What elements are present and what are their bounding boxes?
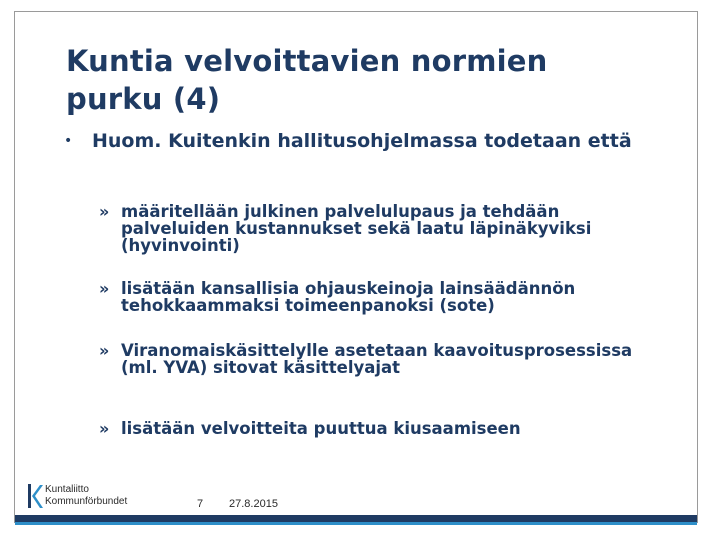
logo-k-icon [25,482,43,510]
slide-title: Kuntia velvoittavien normien purku (4) [66,44,548,116]
sub-bullet-marker: » [99,279,110,298]
sub-item-text: Viranomaiskäsittelylle asetetaan kaavoitusprosessissa (ml. YVA) sitovat käsittelyajat [121,341,633,377]
slide [14,11,698,523]
kuntaliitto-logo [25,482,195,512]
sub-bullet-marker: » [99,202,110,221]
footer-bar-dark [15,515,697,522]
sub-item-text: määritellään julkinen palvelulupaus ja tehdään palveluiden kustannukset sekä laatu läpinäkyviksi (hyvinvointi) [121,202,592,255]
footer-bar-light [15,522,697,525]
sub-item-text: lisätään velvoitteita puuttua kiusaamiseen [121,419,521,438]
logo-text-line2: Kommunförbundet [45,496,128,507]
main-bullet-text: Huom. Kuitenkin hallitusohjelmassa todetaan että [92,130,632,152]
sub-bullet-marker: » [99,341,110,360]
page-number: 7 [197,498,204,510]
sub-item-text: lisätään kansallisia ohjauskeinoja lainsäädännön tehokkaammaksi toimeenpanoksi (sote) [121,279,576,315]
bullet-marker: • [64,133,73,149]
logo-text-line1: Kuntaliitto [45,484,89,495]
sub-bullet-marker: » [99,419,110,438]
slide-date: 27.8.2015 [229,498,278,510]
